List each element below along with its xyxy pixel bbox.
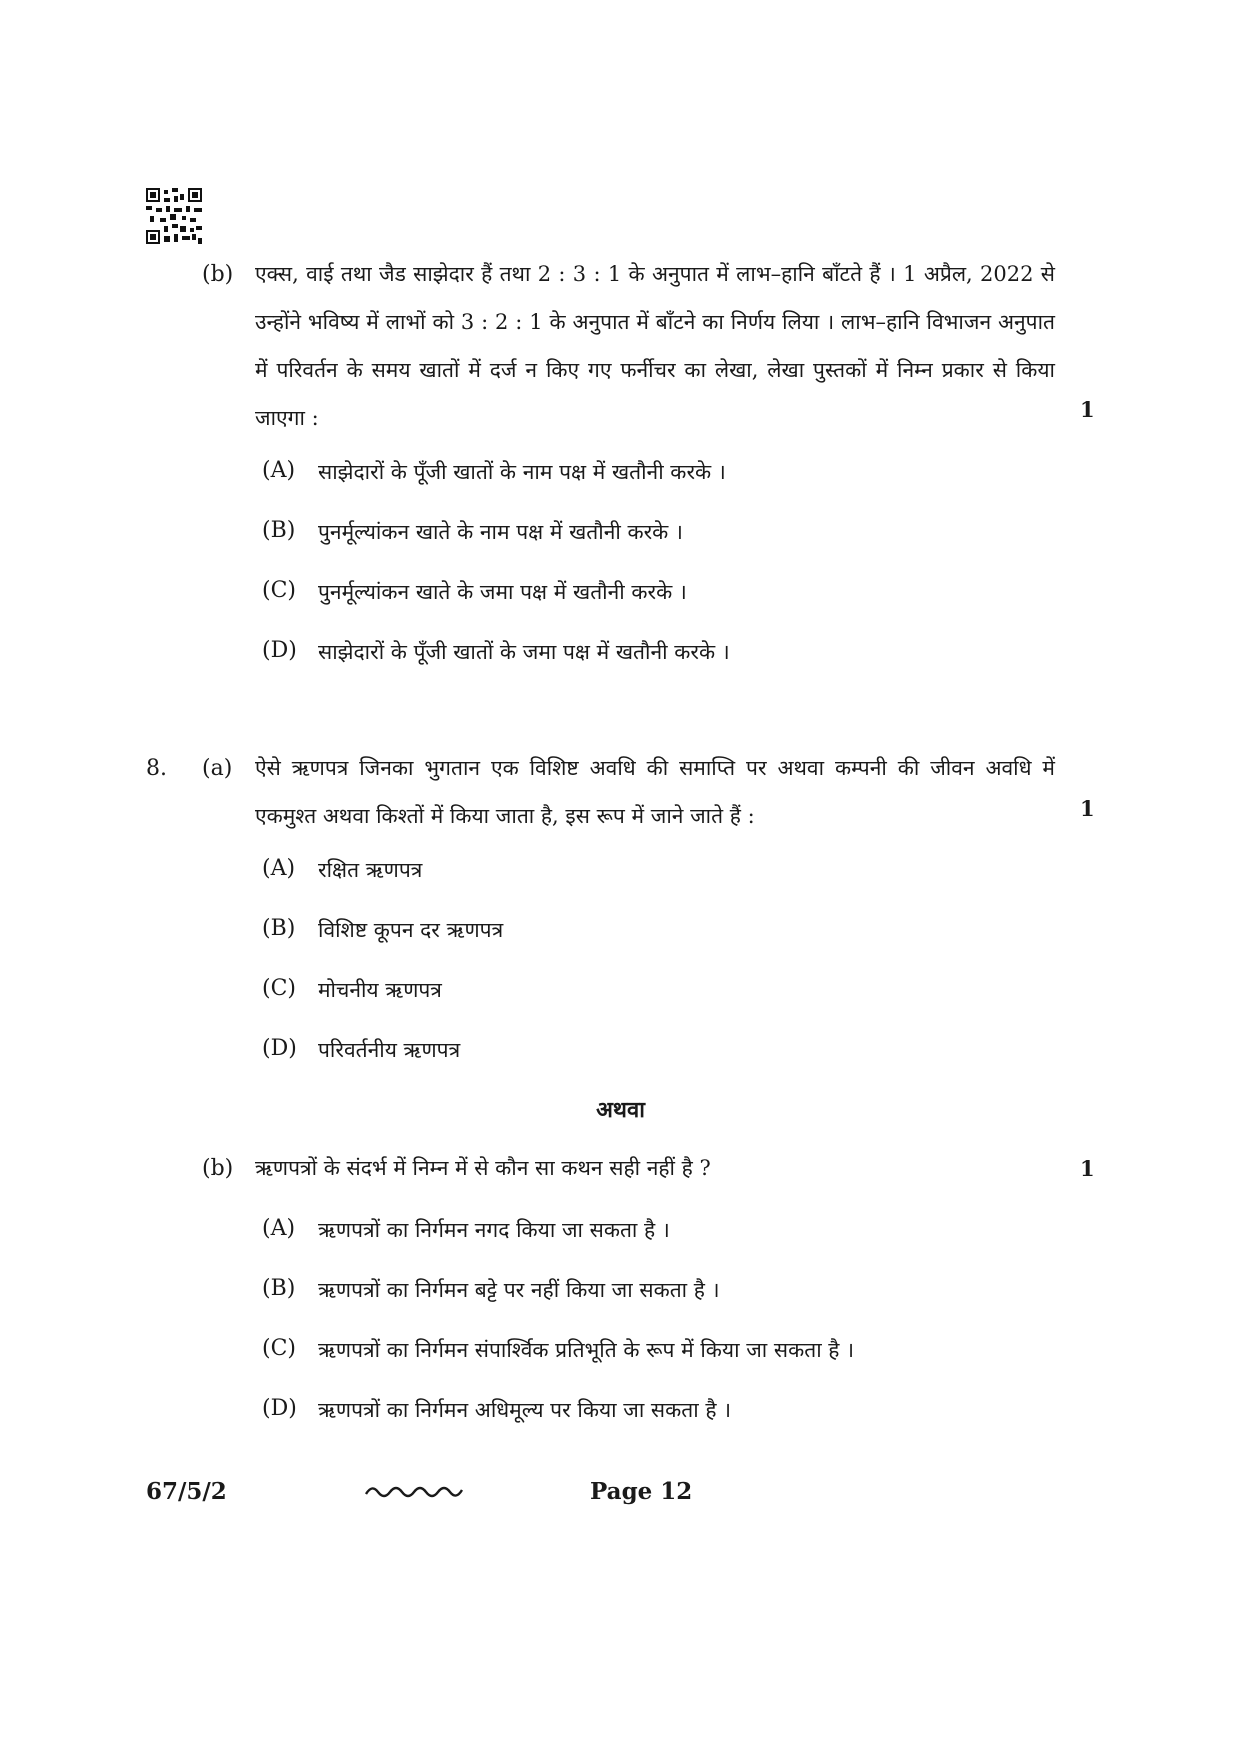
- question-8a-text: ऐसे ऋणपत्र जिनका भुगतान एक विशिष्ट अवधि की समाप्ति पर अथवा कम्पनी की जीवन अवधि में एकमुश्त अथवा किश्तों में किया जाता है, इस रूप में जाने जाते हैं :: [255, 756, 1055, 828]
- q8a-option-d-text: परिवर्तनीय ऋणपत्र: [318, 1038, 461, 1062]
- q7b-option-a-text: साझेदारों के पूँजी खातों के नाम पक्ष में खतौनी करके ।: [318, 460, 726, 484]
- q7b-option-c-text: पुनर्मूल्यांकन खाते के जमा पक्ष में खतौनी करके ।: [318, 580, 687, 604]
- q8b-option-c-text: ऋणपत्रों का निर्गमन संपार्श्विक प्रतिभूति के रूप में किया जा सकता है ।: [318, 1338, 855, 1362]
- q7b-option-b-label: (B): [262, 518, 296, 543]
- q8a-option-a-label: (A): [262, 856, 296, 881]
- q8b-option-a-label: (A): [262, 1216, 296, 1241]
- q8a-option-d-label: (D): [262, 1036, 297, 1061]
- q8b-option-a-text: ऋणपत्रों का निर्गमन नगद किया जा सकता है ।: [318, 1218, 670, 1242]
- q8a-option-b-label: (B): [262, 916, 296, 941]
- or-divider: अथवा: [596, 1097, 645, 1123]
- qr-code-icon: [146, 188, 202, 244]
- q8b-option-d-label: (D): [262, 1396, 297, 1421]
- q8a-option-b-text: विशिष्ट कूपन दर ऋणपत्र: [318, 918, 504, 942]
- q8b-option-b-text: ऋणपत्रों का निर्गमन बट्टे पर नहीं किया जा सकता है ।: [318, 1278, 720, 1302]
- q8a-option-c-label: (C): [262, 976, 296, 1001]
- question-7b-text: एक्स, वाई तथा जैड साझेदार हैं तथा 2 : 3 : 1 के अनुपात में लाभ–हानि बाँटते हैं । 1 अप्रैल, 2022 से उन्होंने भविष्य में लाभों को 3 : 2 : 1 के अनुपात में बाँटने का निर्णय लिया । लाभ–हानि विभाजन अनुपात में परिवर्तन के समय खातों में दर्ज न किए गए फर्नीचर का लेखा, लेखा पुस्तकों में निम्न प्रकार से किया जाएगा :: [255, 262, 1055, 430]
- q8a-option-a-text: रक्षित ऋणपत्र: [318, 858, 423, 882]
- q7b-option-d-text: साझेदारों के पूँजी खातों के जमा पक्ष में खतौनी करके ।: [318, 640, 730, 664]
- paper-code: 67/5/2: [146, 1478, 227, 1505]
- question-8a-label: (a): [202, 756, 233, 781]
- wave-ornament-icon: [364, 1482, 466, 1502]
- question-8b-marks: 1: [1080, 1156, 1095, 1181]
- q8b-option-d-text: ऋणपत्रों का निर्गमन अधिमूल्य पर किया जा सकता है ।: [318, 1398, 732, 1422]
- q8b-option-c-label: (C): [262, 1336, 296, 1361]
- question-8b-label: (b): [202, 1156, 234, 1181]
- question-7b-label: (b): [202, 262, 234, 287]
- question-7b-marks: 1: [1080, 397, 1095, 422]
- q7b-option-d-label: (D): [262, 638, 297, 663]
- question-8b-text: ऋणपत्रों के संदर्भ में निम्न में से कौन सा कथन सही नहीं है ?: [255, 1156, 711, 1180]
- q7b-option-c-label: (C): [262, 578, 296, 603]
- page-number: Page 12: [590, 1478, 693, 1505]
- q7b-option-a-label: (A): [262, 458, 296, 483]
- question-8a-marks: 1: [1080, 796, 1095, 821]
- q8a-option-c-text: मोचनीय ऋणपत्र: [318, 978, 442, 1002]
- q7b-option-b-text: पुनर्मूल्यांकन खाते के नाम पक्ष में खतौनी करके ।: [318, 520, 683, 544]
- q8b-option-b-label: (B): [262, 1276, 296, 1301]
- question-8-number: 8.: [146, 756, 167, 781]
